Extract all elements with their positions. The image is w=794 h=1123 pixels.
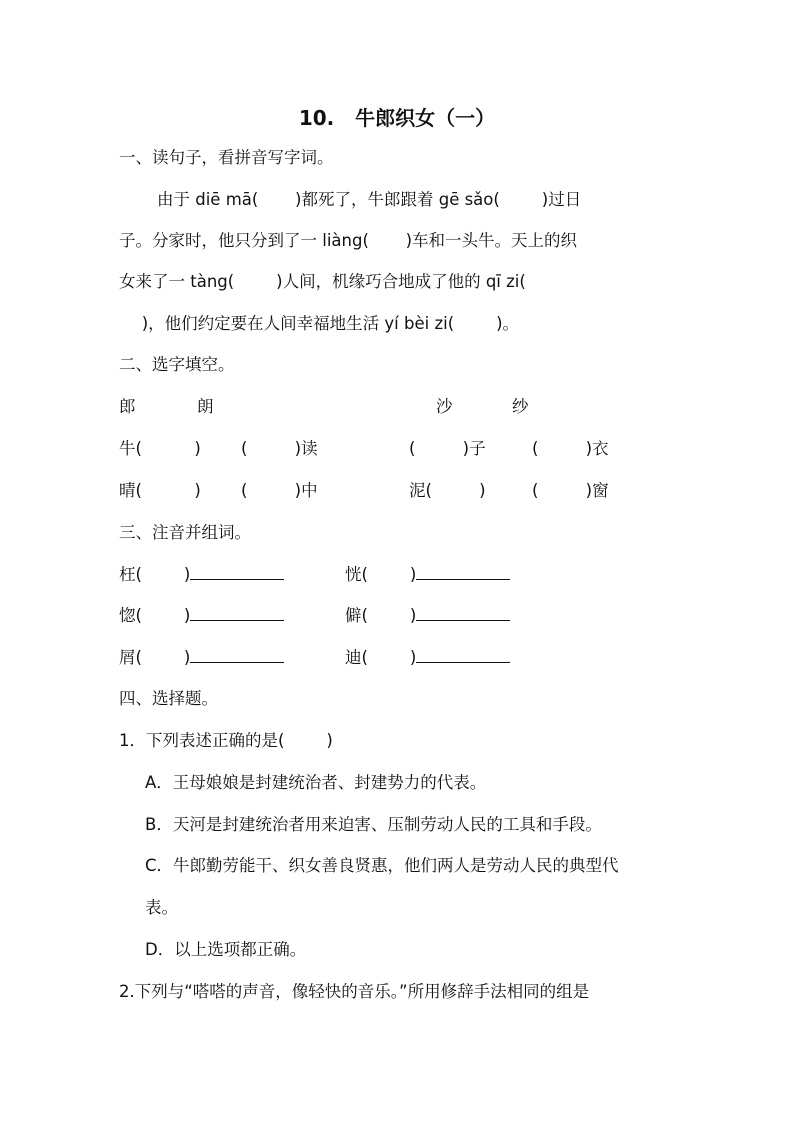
question-1-option-b: B．天河是封建统治者用来迫害、压制劳动人民的工具和手段。 (145, 815, 602, 834)
pinyin-label: 惚( ) (119, 606, 191, 625)
section2-heading: 二、选字填空。 (119, 355, 235, 374)
pinyin-item-right (345, 604, 510, 628)
choice-sha2: 纱 (512, 397, 529, 416)
fill-item: 晴( ) (119, 481, 201, 500)
choice-sha: 沙 (436, 397, 453, 416)
pinyin-item-left (119, 646, 284, 670)
pinyin-item-left (119, 604, 284, 628)
section1-heading: 一、读句子，看拼音写字词。 (119, 148, 334, 167)
choice-lang: 郎 (119, 397, 136, 416)
answer-line (190, 646, 284, 663)
answer-line (416, 563, 510, 580)
fill-item: 牛( ) (119, 439, 201, 458)
pinyin-label: 迪( ) (345, 648, 417, 667)
question-2-stem: 2.下列与“嗒嗒的声音，像轻快的音乐。”所用修辞手法相同的组是 (119, 982, 590, 1001)
question-1-stem: 1．下列表述正确的是( ) (119, 731, 333, 750)
question-1-option-c: C．牛郎勤劳能干、织女善良贤惠，他们两人是劳动人民的典型代 (145, 856, 619, 875)
fill-item: ( )读 (241, 439, 318, 458)
question-1-option-d: D．以上选项都正确。 (145, 940, 307, 959)
pinyin-item-right (345, 646, 510, 670)
fill-item: 泥( ) (409, 481, 486, 500)
page-title: 10. 牛郎织女（一） (298, 106, 496, 130)
pinyin-label: 恍( ) (345, 565, 417, 584)
answer-line (416, 646, 510, 663)
pinyin-item-left (119, 563, 284, 587)
question-1-option-c-cont: 表。 (145, 898, 178, 917)
answer-line (190, 563, 284, 580)
choice-lang2: 朗 (197, 397, 214, 416)
fill-item: ( )窗 (532, 481, 609, 500)
section4-heading: 四、选择题。 (119, 689, 218, 708)
fill-item: ( )衣 (532, 439, 609, 458)
answer-line (416, 604, 510, 621)
pinyin-item-right (345, 563, 510, 587)
question-1-option-a: A．王母娘娘是封建统治者、封建势力的代表。 (145, 773, 487, 792)
fill-item: ( )子 (409, 439, 486, 458)
fill-item: ( )中 (241, 481, 318, 500)
answer-line (190, 604, 284, 621)
section1-line-2: 子。分家时，他只分到了一 liàng( )车和一头牛。天上的织 (119, 231, 578, 250)
section1-line-4: )，他们约定要在人间幸福地生活 yí bèi zi( )。 (126, 314, 520, 333)
pinyin-label: 枉( ) (119, 565, 191, 584)
pinyin-label: 屑( ) (119, 648, 191, 667)
pinyin-label: 僻( ) (345, 606, 417, 625)
section3-heading: 三、注音并组词。 (119, 523, 251, 542)
section1-line-3: 女来了一 tàng( )人间，机缘巧合地成了他的 qī zi( (119, 272, 526, 291)
section1-line-1: 由于 diē mā( )都死了，牛郎跟着 gē sǎo( )过日 (157, 190, 582, 209)
